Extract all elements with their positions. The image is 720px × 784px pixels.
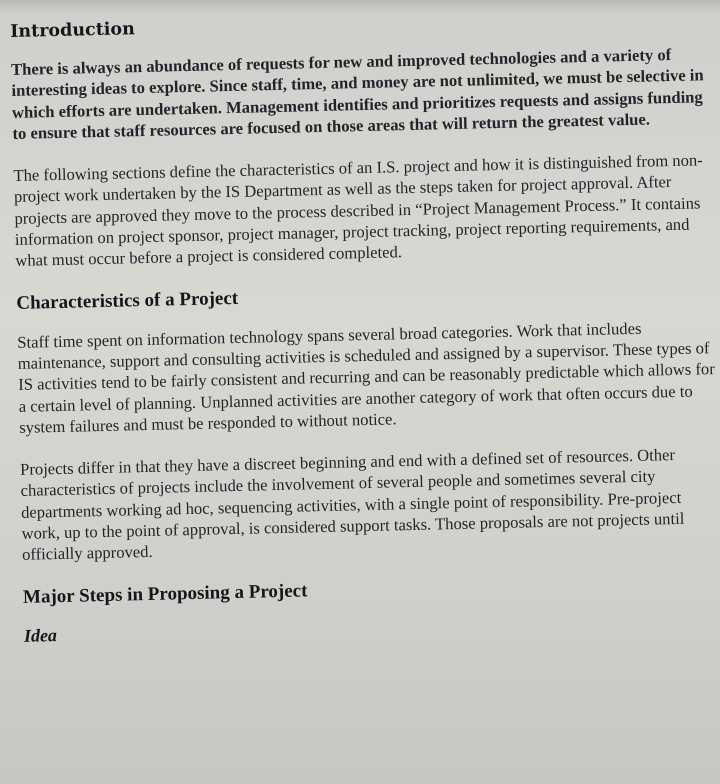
introduction-paragraph-2: The following sections define the characteristics of an I.S. project and how it is distinguished from non-project work undertaken by the IS Department as well as the steps taken for project approval. After projects are approved they move to the process described in “Project Management Process.” It contains information on project sponsor, project manager, project tracking, project reporting requirements, and what must occur before a project is considered completed. <box>13 150 703 271</box>
idea-subheading: Idea <box>23 624 58 646</box>
introduction-heading: Introduction <box>10 19 136 42</box>
characteristics-heading: Characteristics of a Project <box>16 287 239 314</box>
major-steps-heading: Major Steps in Proposing a Project <box>22 580 308 608</box>
introduction-paragraph-1: There is always an abundance of requests for new and improved technologies and a variety of interesting ideas to explore. Since staff, time, and money are not unlimited, we must be selective in which efforts are undertaken. Management identifies and prioritizes requests and assigns funding to ensure that staff resources are focused on those areas that will return the greatest value. <box>10 45 704 143</box>
document-content <box>10 6 720 646</box>
characteristics-paragraph-1: Staff time spent on information technology spans several broad categories. Work that includes maintenance, support and consulting activities is scheduled and assigned by a supervisor. These types of IS activities tend to be fairly consistent and recurring and can be reasonably predictable which allows for a certain level of planning. Unplanned activities are another category of work that often occurs due to system failures and must be responded to without notice. <box>17 318 715 437</box>
characteristics-paragraph-2: Projects differ in that they have a discreet beginning and end with a defined set of resources. Other characteristics of projects include the involvement of several people and sometimes several city departments working ad hoc, sequencing activities, with a single point of responsibility. Pre-project work, up to the point of approval, is considered support tasks. Those proposals are not projects until officially approved. <box>19 445 685 565</box>
